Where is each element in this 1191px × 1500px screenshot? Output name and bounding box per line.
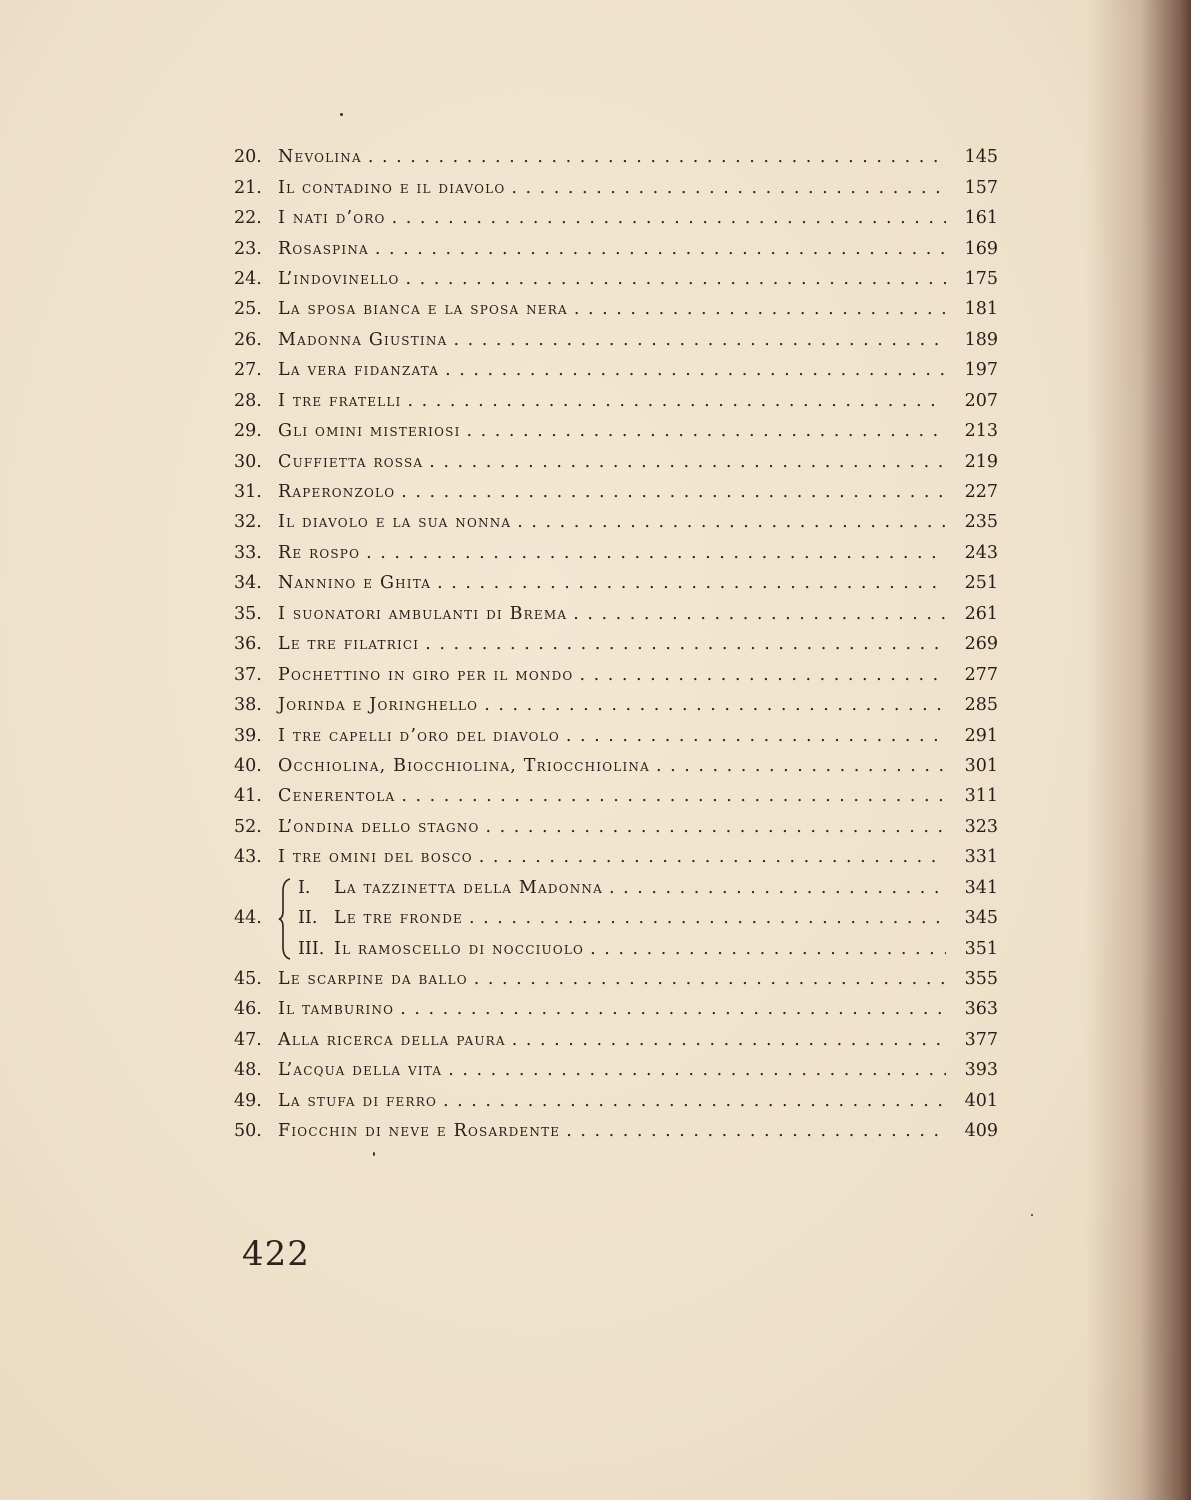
entry-page: 243 (964, 542, 998, 563)
entry-title: Le tre filatrici (278, 634, 420, 655)
dot-leader (656, 751, 946, 781)
toc-group-44 (234, 873, 998, 964)
entry-title: Le scarpine da ballo (278, 969, 468, 990)
table-of-contents (234, 142, 998, 1146)
entry-page: 277 (964, 664, 998, 685)
entry-title: Fiocchin di neve e Rosardente (278, 1121, 561, 1142)
toc-entry (234, 477, 998, 507)
dot-leader (429, 447, 946, 477)
entry-page: 235 (964, 512, 998, 533)
subentry-number: III. (298, 938, 325, 959)
dot-leader (566, 721, 946, 751)
entry-page: 285 (964, 695, 998, 716)
group-number: 44. (234, 907, 262, 928)
toc-entry (234, 294, 998, 324)
entry-page: 161 (964, 208, 998, 229)
toc-entry (234, 1116, 998, 1146)
entry-number: 52. (234, 816, 262, 837)
dot-leader (469, 903, 946, 933)
dot-leader (479, 842, 946, 872)
entry-page: 227 (964, 482, 998, 503)
entry-page: 363 (964, 999, 998, 1020)
entry-page: 145 (964, 147, 998, 168)
entry-page: 311 (964, 786, 998, 807)
toc-entry (234, 842, 998, 872)
toc-entry (234, 659, 998, 689)
dot-leader (467, 416, 946, 446)
entry-title: L’ondina dello stagno (278, 816, 480, 837)
subentry-page: 341 (964, 877, 998, 898)
entry-title: La sposa bianca e la sposa nera (278, 299, 568, 320)
entry-number: 25. (234, 299, 262, 320)
entry-page: 157 (964, 177, 998, 198)
entry-number: 45. (234, 969, 262, 990)
dot-leader (366, 538, 946, 568)
paper-speck (340, 113, 343, 116)
toc-entry (234, 781, 998, 811)
entry-title: Cuffietta rossa (278, 451, 424, 472)
paper-speck (1031, 1214, 1033, 1216)
toc-subentry (234, 873, 998, 903)
dot-leader (566, 1116, 946, 1146)
entry-title: I tre capelli d’oro del diavolo (278, 725, 560, 746)
toc-entry (234, 355, 998, 385)
dot-leader (400, 994, 946, 1024)
toc-subentry (234, 933, 998, 963)
entry-title: I nati d’oro (278, 208, 386, 229)
toc-entry (234, 690, 998, 720)
entry-title: I tre omini del bosco (278, 847, 473, 868)
entry-number: 33. (234, 542, 262, 563)
dot-leader (486, 812, 947, 842)
toc-entry (234, 142, 998, 172)
entry-page: 213 (964, 421, 998, 442)
entry-title: Occhiolina, Biocchiolina, Triocchiolina (278, 755, 650, 776)
toc-entry (234, 203, 998, 233)
toc-entry (234, 599, 998, 629)
entry-title: La vera fidanzata (278, 360, 440, 381)
toc-entry (234, 325, 998, 355)
entry-number: 50. (234, 1121, 262, 1142)
toc-entry (234, 964, 998, 994)
dot-leader (406, 264, 946, 294)
entry-number: 36. (234, 634, 262, 655)
entry-page: 169 (964, 238, 998, 259)
dot-leader (579, 660, 946, 690)
entry-title: La stufa di ferro (278, 1090, 438, 1111)
entry-page: 189 (964, 329, 998, 350)
dot-leader (512, 1025, 946, 1055)
toc-entry (234, 416, 998, 446)
subentry-number: II. (298, 908, 318, 929)
dot-leader (474, 964, 946, 994)
toc-entry (234, 1086, 998, 1116)
entry-number: 28. (234, 390, 262, 411)
entry-title: Nannino e Ghita (278, 573, 432, 594)
toc-entry (234, 172, 998, 202)
entry-title: Jorinda e Joringhello (278, 695, 479, 716)
entry-number: 48. (234, 1060, 262, 1081)
entry-page: 323 (964, 816, 998, 837)
page-number: 422 (242, 1234, 310, 1274)
entry-number: 34. (234, 573, 262, 594)
dot-leader (445, 355, 946, 385)
toc-entry (234, 538, 998, 568)
entry-page: 331 (964, 847, 998, 868)
subentry-title: La tazzinetta della Madonna (334, 877, 603, 898)
entry-title: L’acqua della vita (278, 1060, 443, 1081)
entry-number: 32. (234, 512, 262, 533)
entry-page: 197 (964, 360, 998, 381)
subentry-title: Il ramoscello di nocciuolo (334, 938, 585, 959)
dot-leader (448, 1055, 946, 1085)
entry-page: 301 (964, 755, 998, 776)
entry-number: 27. (234, 360, 262, 381)
entry-title: Il diavolo e la sua nonna (278, 512, 512, 533)
entry-page: 219 (964, 451, 998, 472)
entry-number: 40. (234, 755, 262, 776)
dot-leader (609, 873, 946, 903)
dot-leader (437, 568, 946, 598)
entry-number: 41. (234, 786, 262, 807)
toc-entry (234, 568, 998, 598)
subentry-title: Le tre fronde (334, 908, 463, 929)
entry-page: 269 (964, 634, 998, 655)
entry-number: 26. (234, 329, 262, 350)
toc-entry (234, 1055, 998, 1085)
entry-title: Cenerentola (278, 786, 396, 807)
toc-entry (234, 264, 998, 294)
entry-page: 181 (964, 299, 998, 320)
toc-entry (234, 386, 998, 416)
entry-number: 38. (234, 695, 262, 716)
subentry-page: 351 (964, 938, 998, 959)
subentry-number: I. (298, 877, 311, 898)
entry-page: 409 (964, 1121, 998, 1142)
entry-title: L’indovinello (278, 268, 400, 289)
dot-leader (453, 325, 946, 355)
entry-title: Pochettino in giro per il mondo (278, 664, 574, 685)
entry-title: I suonatori ambulanti di Brema (278, 603, 568, 624)
entry-page: 377 (964, 1029, 998, 1050)
toc-entry (234, 812, 998, 842)
entry-number: 23. (234, 238, 262, 259)
entry-page: 401 (964, 1090, 998, 1111)
entry-number: 20. (234, 147, 262, 168)
entry-title: Rosaspina (278, 238, 369, 259)
dot-leader (574, 294, 946, 324)
dot-leader (443, 1086, 946, 1116)
entry-number: 22. (234, 208, 262, 229)
toc-entry (234, 629, 998, 659)
entry-page: 355 (964, 969, 998, 990)
entry-number: 21. (234, 177, 262, 198)
entry-page: 291 (964, 725, 998, 746)
dot-leader (392, 203, 946, 233)
dot-leader (590, 934, 946, 964)
dot-leader (401, 781, 946, 811)
toc-subentry (234, 903, 998, 933)
subentry-page: 345 (964, 908, 998, 929)
entry-title: Il contadino e il diavolo (278, 177, 506, 198)
entry-title: Madonna Giustina (278, 329, 448, 350)
entry-title: Il tamburino (278, 999, 395, 1020)
entry-title: Gli omini misteriosi (278, 421, 461, 442)
dot-leader (407, 386, 946, 416)
dot-leader (368, 142, 946, 172)
entry-number: 47. (234, 1029, 262, 1050)
toc-entry (234, 507, 998, 537)
entry-number: 46. (234, 999, 262, 1020)
entry-page: 393 (964, 1060, 998, 1081)
toc-entry (234, 233, 998, 263)
paper-speck (373, 1152, 375, 1156)
entry-title: Re rospo (278, 542, 361, 563)
dot-leader (425, 629, 946, 659)
toc-entry (234, 751, 998, 781)
entry-number: 35. (234, 603, 262, 624)
entry-page: 261 (964, 603, 998, 624)
toc-entry (234, 1025, 998, 1055)
toc-entry (234, 994, 998, 1024)
dot-leader (573, 599, 946, 629)
entry-number: 31. (234, 482, 262, 503)
dot-leader (517, 507, 946, 537)
toc-entry (234, 446, 998, 476)
entry-title: I tre fratelli (278, 390, 402, 411)
entry-number: 37. (234, 664, 262, 685)
entry-title: Nevolina (278, 147, 362, 168)
entry-number: 43. (234, 847, 262, 868)
dot-leader (401, 477, 946, 507)
entry-title: Alla ricerca della paura (278, 1029, 506, 1050)
entry-number: 29. (234, 421, 262, 442)
dot-leader (375, 234, 946, 264)
entry-page: 175 (964, 268, 998, 289)
entry-page: 207 (964, 390, 998, 411)
entry-number: 30. (234, 451, 262, 472)
entry-number: 49. (234, 1090, 262, 1111)
dot-leader (511, 173, 946, 203)
entry-number: 39. (234, 725, 262, 746)
entry-number: 24. (234, 268, 262, 289)
dot-leader (484, 690, 946, 720)
entry-page: 251 (964, 573, 998, 594)
entry-title: Raperonzolo (278, 482, 396, 503)
toc-entry (234, 720, 998, 750)
